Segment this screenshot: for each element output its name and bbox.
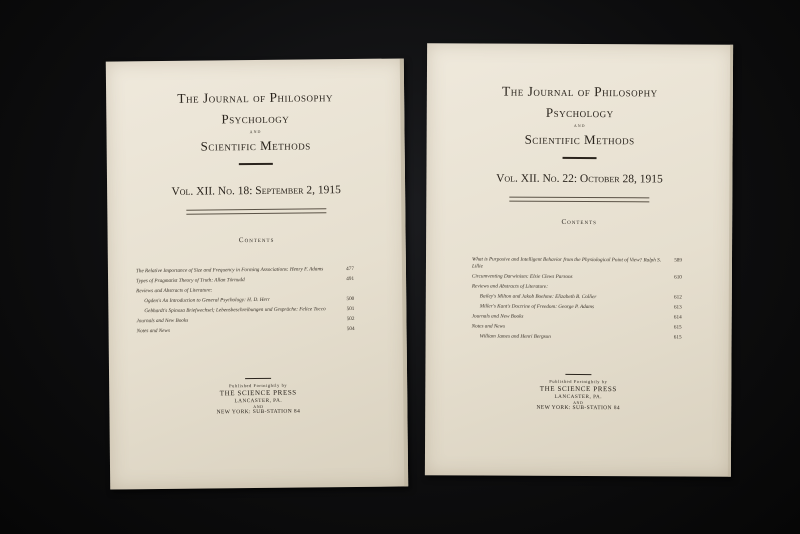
toc-entry: Gebhardt's Spinoza Briefwechsel; Lebensbeschreibungen und Gespräche: Felice Tocco 501: [144, 306, 355, 315]
toc-entry: Circumventing Darwinism: Elsie Clews Parsons 610: [471, 273, 682, 281]
volume-rule-top: [509, 196, 649, 198]
imprint-rule: [245, 378, 271, 379]
press-name: THE SCIENCE PRESS: [539, 384, 617, 394]
toc-entry: The Relative Importance of Size and Frequency in Forming Associations: Henry F. Adams 477: [135, 265, 354, 275]
volume-rule-bottom: [509, 200, 649, 202]
toc-entry: Miller's Kant's Doctrine of Freedom: George P. Adams 613: [479, 303, 682, 311]
toc-entry: Bailey's Milton and Jakob Boehme: Elizabeth B. Collier 612: [479, 293, 682, 301]
title-rule: [563, 157, 597, 159]
table-of-contents: [136, 263, 355, 335]
toc-entry: William James and Henri Bergson 615: [479, 333, 682, 341]
title-rule: [239, 163, 273, 165]
title-and: and: [249, 128, 262, 136]
title-line-1: The Journal of Philosophy: [502, 83, 658, 100]
published-line: Published Fortnightly by: [549, 378, 608, 385]
journal-issue-no-22: [425, 43, 733, 477]
toc-entry: Reviews and Abstracts of Literature:: [136, 287, 213, 295]
published-line: Published Fortnightly by: [229, 382, 288, 389]
toc-entry: Reviews and Abstracts of Literature:: [471, 283, 548, 290]
contents-heading: Contents: [238, 235, 275, 244]
title-line-2: Psychology: [545, 104, 614, 121]
table-of-contents: [472, 253, 682, 341]
volume-line: Vol. XII. No. 22: October 28, 1915: [496, 172, 663, 185]
toc-entry: Ogden's An Introduction to General Psychology: H. D. Herr 500: [144, 296, 355, 305]
press-newyork: NEW YORK: SUB-STATION 84: [536, 404, 621, 412]
press-city: LANCASTER, PA.: [234, 397, 283, 405]
title-and: and: [573, 122, 586, 130]
title-line-1: The Journal of Philosophy: [177, 89, 334, 106]
title-line-2: Psychology: [221, 110, 290, 127]
toc-entry: Notes and News 615: [471, 323, 682, 331]
press-name: THE SCIENCE PRESS: [219, 388, 297, 398]
imprint-and: AND: [573, 399, 584, 406]
masthead: [426, 83, 733, 226]
publisher-imprint: [109, 376, 407, 416]
title-line-3: Scientific Methods: [200, 137, 311, 154]
press-newyork: NEW YORK: SUB-STATION 84: [216, 408, 301, 416]
volume-rule-top: [186, 208, 326, 210]
press-city: LANCASTER, PA.: [554, 393, 603, 401]
publisher-imprint: [425, 373, 731, 412]
toc-entry: Types of Pragmatist Theory of Truth: Allan Törnudd 491: [136, 275, 355, 285]
masthead: [106, 88, 406, 245]
contents-heading: Contents: [561, 217, 597, 226]
imprint-and: AND: [253, 403, 264, 410]
title-line-3: Scientific Methods: [524, 131, 635, 148]
toc-entry: Journals and New Books 502: [136, 316, 355, 325]
imprint-rule: [565, 374, 591, 375]
toc-entry: Journals and New Books 614: [471, 313, 682, 321]
volume-rule-bottom: [186, 212, 326, 214]
volume-line: Vol. XII. No. 18: September 2, 1915: [171, 183, 341, 198]
toc-entry: Notes and News 504: [136, 326, 355, 335]
toc-entry: What is Purposive and Intelligent Behavior from the Physiological Point of View? Ralph S. Lillie 589: [471, 256, 683, 270]
journal-issue-no-18: [106, 58, 408, 489]
